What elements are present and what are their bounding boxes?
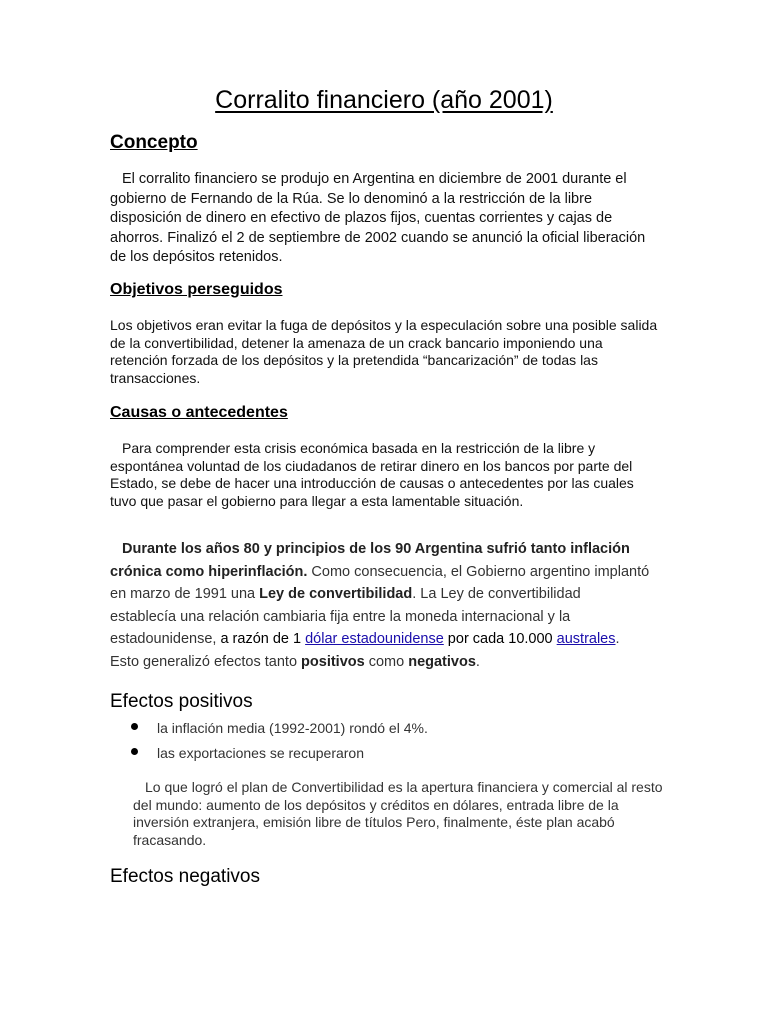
causas-heading: Causas o antecedentes [110,404,288,421]
list-item [110,718,650,743]
p2-text-3: a razón de 1 [220,631,306,647]
objetivos-paragraph: Los objetivos eran evitar la fuga de depósitos y la especulación sobre una posible salida de la convertibilidad, detener la amenaza de un crack bancario imponiendo una retención forzada de los depósitos y la pretendida “bancarización” de todas las transacciones. [110,317,658,386]
p2-text-1: Como consecuencia, el Gobierno argentino implantó en marzo de 1991 una [110,563,650,602]
objetivos-heading: Objetivos perseguidos [110,281,283,298]
p2-text-5: . Esto generalizó efectos tanto [110,631,620,670]
convertibilidad-paragraph [110,538,650,673]
p2-text-4: por cada 10.000 [443,631,557,647]
p2-text-2: . La Ley de convertibilidad establecía una relación cambiaria fija entre la moneda internacional y la estadounidense, [110,586,581,647]
efectos-positivos-paragraph [133,779,663,849]
bullet-icon [131,723,138,730]
positivos-bold: positivos [301,653,365,670]
efectos-positivos-list [110,718,650,768]
concepto-text: El corralito financiero se produjo en Argentina en diciembre de 2001 durante el gobierno de Fernando de la Rúa. Se lo denominó a la restricción de la libre disposición de dinero en efectivo de plazos fijos, cuentas corrientes y cajas de ahorros. Finalizó el 2 de septiembre de 2002 cuando se anunció la oficial liberación de los depósitos retenidos. [110,171,646,265]
efectos-positivos-text: Lo que logró el plan de Convertibilidad es la apertura financiera y comercial al resto del mundo: aumento de los depósitos y créditos en dólares, entrada libre de la inversión extranjera, emisión libre de títulos Pero, finalmente, éste plan acabó fracasando. [133,779,663,848]
inflation-bold-intro: Durante los años 80 y principios de los 90 Argentina sufrió tanto inflación crónica como hiperinflación. [110,541,630,580]
concepto-heading: Concepto [110,132,198,153]
causas-paragraph [110,440,660,510]
efectos-positivos-heading: Efectos positivos [110,691,253,712]
page-title: Corralito financiero (año 2001) [215,86,553,114]
australes-link[interactable]: australes [556,631,616,647]
list-item-text: las exportaciones se recuperaron [157,745,365,761]
list-item-text: la inflación media (1992-2001) rondó el 4%. [157,720,428,736]
p2-text-7: . [475,653,480,670]
negativos-bold: negativos [408,653,476,670]
causas-text: Para comprender esta crisis económica basada en la restricción de la libre y espontánea voluntad de los ciudadanos de retirar dinero en los bancos por parte del Estado, se debe de hacer una introducción de causas o antecedentes por las cuales tuvo que pasar el gobierno para llegar a esta lamentable situación. [110,440,634,509]
efectos-negativos-heading: Efectos negativos [110,866,260,887]
bullet-icon [131,748,138,755]
list-item [110,743,650,768]
concepto-paragraph [110,170,660,268]
dolar-estadounidense-link[interactable]: dólar estadounidense [305,631,444,647]
p2-text-6: como [364,653,409,670]
ley-convertibilidad-bold: Ley de convertibilidad [259,586,413,602]
